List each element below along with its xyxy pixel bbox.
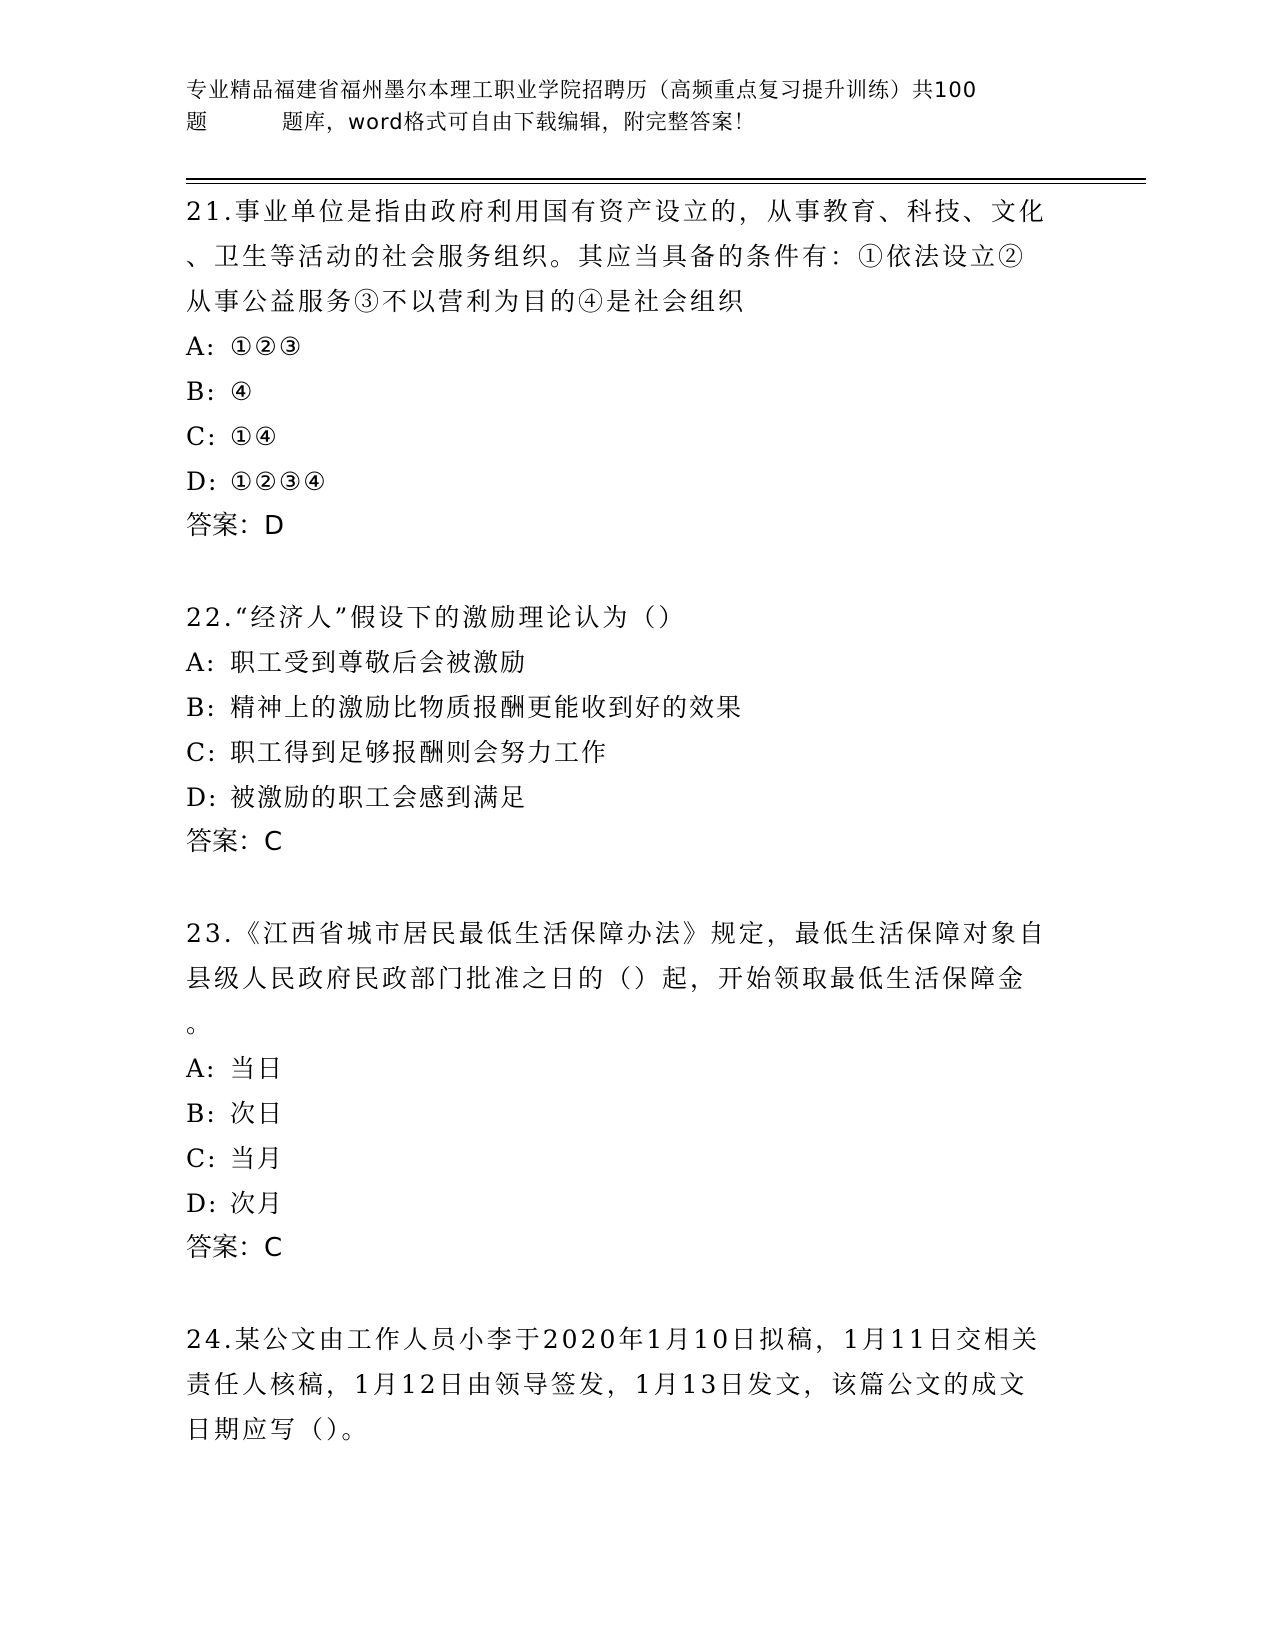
option-text: 职工受到尊敬后会被激励 bbox=[230, 648, 528, 677]
option-text: 精神上的激励比物质报酬更能收到好的效果 bbox=[230, 693, 744, 722]
question-block bbox=[186, 595, 1086, 865]
answer-option bbox=[186, 1091, 1086, 1136]
question-text-line: 责任人核稿，1月12日由领导签发，1月13日发文，该篇公文的成文 bbox=[186, 1370, 1028, 1399]
option-text: ④ bbox=[230, 377, 255, 406]
answer-option bbox=[186, 775, 1086, 820]
header-line-2-rest: 题库，word格式可自由下载编辑，附完整答案！ bbox=[282, 110, 756, 134]
option-key: D: bbox=[186, 467, 219, 496]
option-text: ①④ bbox=[230, 422, 279, 451]
header-rule-thin bbox=[186, 183, 1146, 184]
header-rule-thick bbox=[186, 178, 1146, 180]
answer-option bbox=[186, 1046, 1086, 1091]
option-text: ①②③④ bbox=[230, 467, 328, 496]
question-block bbox=[186, 1317, 1086, 1452]
option-text: 当日 bbox=[230, 1054, 285, 1083]
option-key: B: bbox=[186, 1099, 217, 1128]
header-line-2-lead: 题 bbox=[186, 110, 208, 134]
answer-option bbox=[186, 369, 1086, 414]
question-text-line: 21.事业单位是指由政府利用国有资产设立的，从事教育、科技、文化 bbox=[186, 197, 1047, 226]
answer-option bbox=[186, 459, 1086, 504]
option-text: 当月 bbox=[230, 1144, 285, 1173]
option-text: 次月 bbox=[230, 1189, 285, 1218]
answer-option bbox=[186, 640, 1086, 685]
option-key: A: bbox=[186, 332, 217, 361]
question-text-line: 22.“经济人”假设下的激励理论认为（） bbox=[186, 603, 687, 632]
question-text-line: 日期应写（）。 bbox=[186, 1415, 370, 1444]
option-text: ①②③ bbox=[230, 332, 304, 361]
answer-option bbox=[186, 1181, 1086, 1226]
option-key: A: bbox=[186, 1054, 217, 1083]
header-line-2 bbox=[186, 106, 1086, 138]
question-text-line: 24.某公文由工作人员小李于2020年1月10日拟稿，1月11日交相关 bbox=[186, 1325, 1040, 1354]
answer-option bbox=[186, 324, 1086, 369]
answer-option bbox=[186, 730, 1086, 775]
option-key: D: bbox=[186, 783, 219, 812]
option-text: 职工得到足够报酬则会努力工作 bbox=[230, 738, 609, 767]
answer-option bbox=[186, 685, 1086, 730]
option-text: 次日 bbox=[230, 1099, 285, 1128]
header-line-1: 专业精品福建省福州墨尔本理工职业学院招聘历（高频重点复习提升训练）共100 bbox=[186, 78, 978, 102]
question-list bbox=[186, 189, 1086, 1452]
answer-line: 答案：D bbox=[186, 511, 285, 541]
question-block bbox=[186, 911, 1086, 1271]
answer-option bbox=[186, 414, 1086, 459]
question-block bbox=[186, 189, 1086, 549]
option-key: C: bbox=[186, 422, 218, 451]
question-text-line: 23.《江西省城市居民最低生活保障办法》规定，最低生活保障对象自 bbox=[186, 919, 1047, 948]
question-text-line: 从事公益服务③不以营利为目的④是社会组织 bbox=[186, 287, 747, 316]
question-text-line: 。 bbox=[186, 1009, 215, 1038]
document-header bbox=[186, 74, 1086, 138]
answer-option bbox=[186, 1136, 1086, 1181]
question-text-line: 、卫生等活动的社会服务组织。其应当具备的条件有：①依法设立② bbox=[186, 242, 1027, 271]
option-key: B: bbox=[186, 377, 217, 406]
option-key: B: bbox=[186, 693, 217, 722]
option-key: C: bbox=[186, 1144, 218, 1173]
answer-line: 答案：C bbox=[186, 827, 283, 857]
option-key: C: bbox=[186, 738, 218, 767]
option-key: A: bbox=[186, 648, 217, 677]
option-text: 被激励的职工会感到满足 bbox=[230, 783, 528, 812]
option-key: D: bbox=[186, 1189, 219, 1218]
answer-line: 答案：C bbox=[186, 1233, 283, 1263]
question-text-line: 县级人民政府民政部门批准之日的（）起，开始领取最低生活保障金 bbox=[186, 964, 1027, 993]
